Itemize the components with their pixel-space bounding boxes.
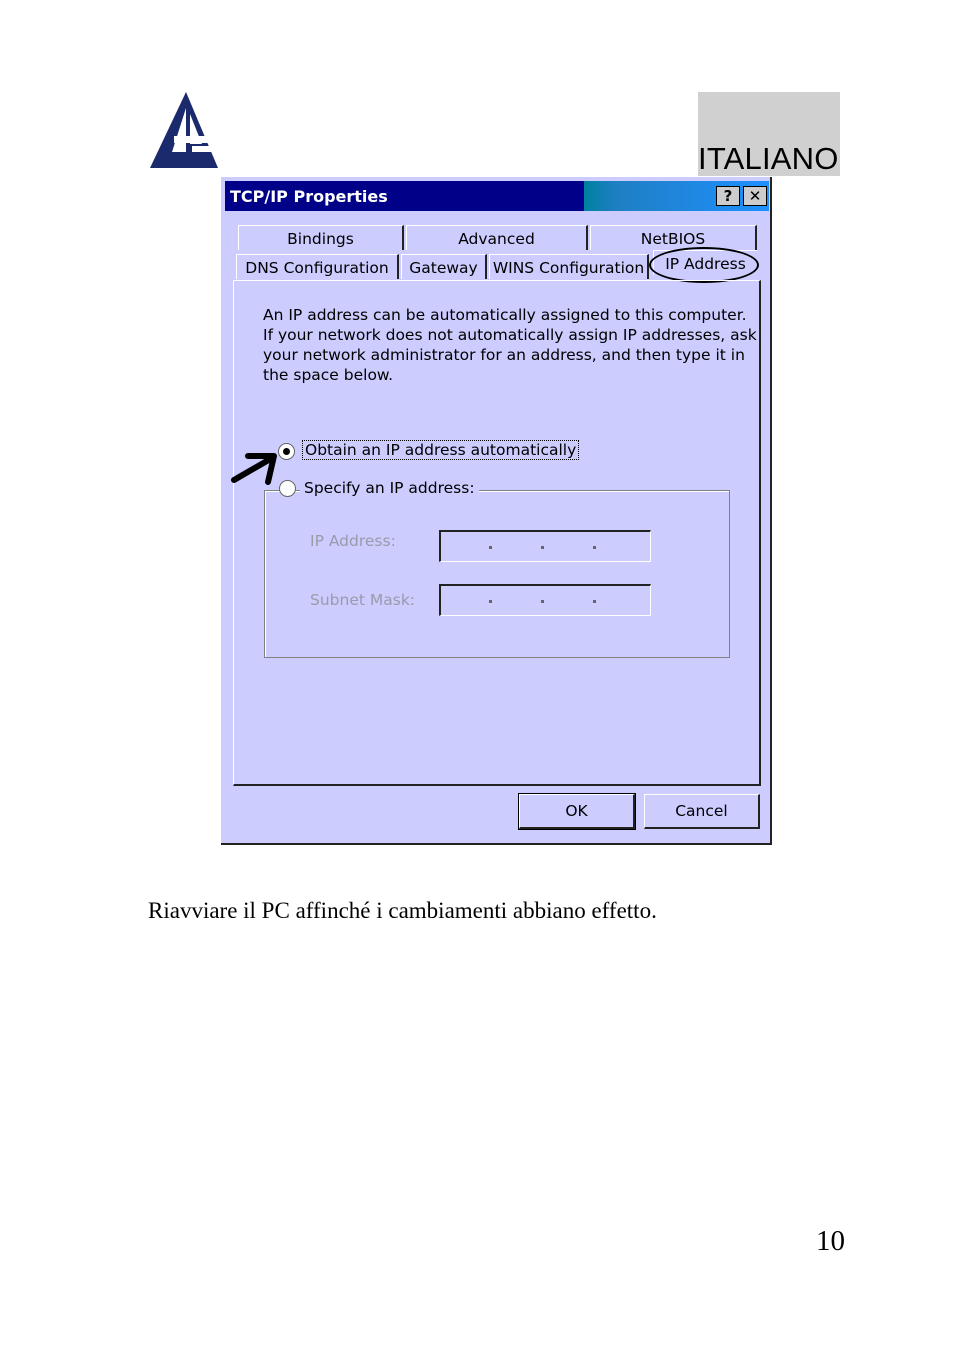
help-icon[interactable]: ? bbox=[716, 186, 740, 206]
tab-ip-address[interactable]: IP Address bbox=[653, 250, 757, 275]
highlight-circle bbox=[649, 247, 759, 283]
ip-address-group bbox=[264, 490, 730, 658]
language-label: ITALIANO bbox=[698, 141, 839, 176]
ip-address-label: IP Address: bbox=[310, 532, 396, 550]
specify-ip-label[interactable]: Specify an IP address: bbox=[304, 479, 475, 497]
obtain-ip-radio[interactable] bbox=[278, 443, 295, 460]
cancel-button[interactable]: Cancel bbox=[644, 794, 760, 829]
page-number: 10 bbox=[816, 1225, 845, 1257]
tab-netbios[interactable]: NetBIOS bbox=[590, 225, 757, 250]
caption-text: Riavviare il PC affinché i cambiamenti abbiano effetto. bbox=[148, 898, 657, 923]
tab-bindings[interactable]: Bindings bbox=[238, 225, 404, 250]
obtain-ip-label[interactable]: Obtain an IP address automatically bbox=[302, 440, 579, 460]
subnet-mask-label: Subnet Mask: bbox=[310, 591, 416, 609]
description-line: An IP address can be automatically assigned to this computer. bbox=[263, 306, 747, 324]
ip-address-input[interactable] bbox=[439, 530, 651, 562]
close-icon[interactable]: ✕ bbox=[743, 186, 767, 206]
description-line: your network administrator for an address, and then type it in bbox=[263, 346, 745, 364]
subnet-mask-input[interactable] bbox=[439, 584, 651, 616]
tab-advanced[interactable]: Advanced bbox=[406, 225, 588, 250]
tab-gateway[interactable]: Gateway bbox=[401, 254, 487, 279]
description-line: the space below. bbox=[263, 366, 394, 384]
description-line: If your network does not automatically assign IP addresses, ask bbox=[263, 326, 757, 344]
description-text bbox=[263, 305, 757, 385]
tab-wins-configuration[interactable]: WINS Configuration bbox=[489, 254, 649, 279]
tcpip-properties-dialog bbox=[221, 177, 772, 845]
tab-dns-configuration[interactable]: DNS Configuration bbox=[236, 254, 399, 279]
specify-ip-radio[interactable] bbox=[279, 480, 296, 497]
dialog-title: TCP/IP Properties bbox=[230, 187, 388, 206]
title-bar[interactable] bbox=[225, 181, 769, 211]
logo-icon bbox=[146, 92, 222, 172]
pointer-arrow-icon bbox=[230, 448, 280, 488]
ok-button[interactable]: OK bbox=[519, 794, 635, 829]
